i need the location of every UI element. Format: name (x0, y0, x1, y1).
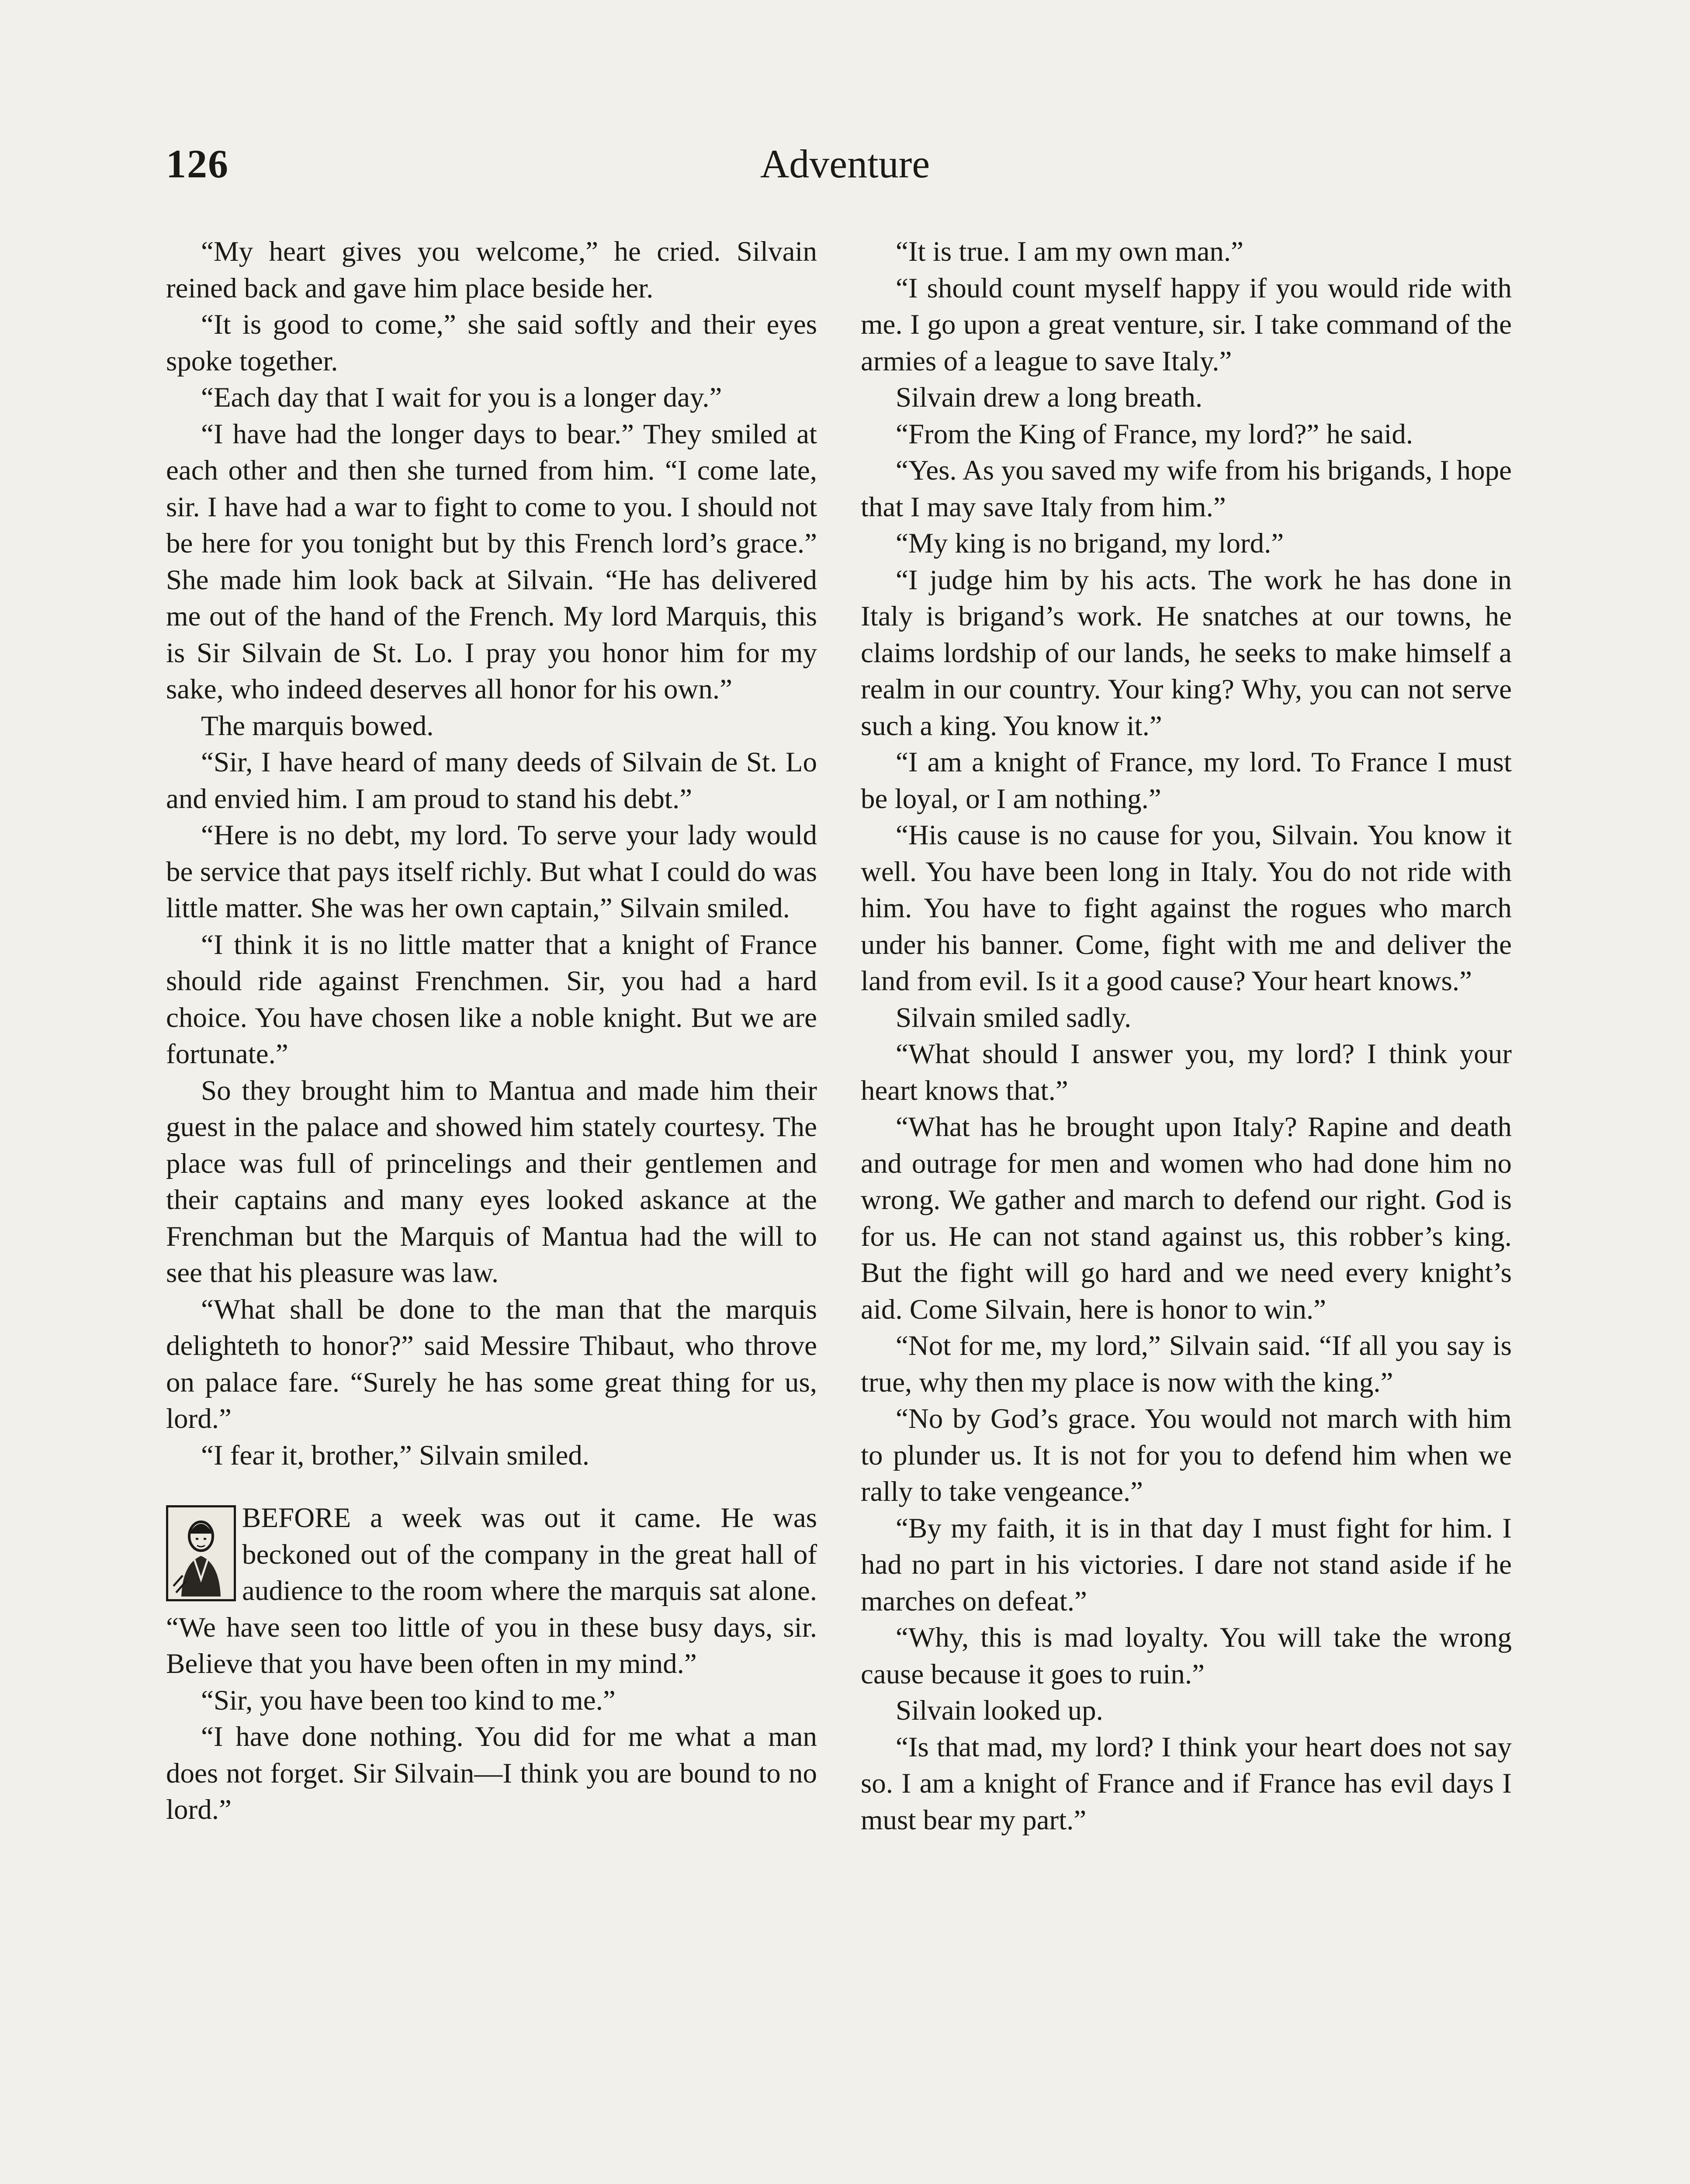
paragraph: “Sir, I have heard of many deeds of Silvain de St. Lo and envied him. I am proud to stand his debt.” (166, 746, 817, 815)
dropcap-portrait-icon (166, 1505, 236, 1601)
section-opening (166, 1500, 817, 1683)
paragraph: Silvain looked up. (896, 1695, 1103, 1726)
paragraph: “It is true. I am my own man.” (896, 236, 1244, 267)
running-title: Adventure (760, 142, 930, 186)
paragraph: “Sir, you have been too kind to me.” (201, 1684, 616, 1716)
paragraph: “My king is no brigand, my lord.” (896, 528, 1284, 559)
paragraph: “I should count myself happy if you would ride with me. I go upon a great venture, sir. I take command of the armies of a league to save Italy.” (861, 272, 1512, 377)
right-column (861, 234, 1512, 2184)
paragraph: “No by God’s grace. You would not march with him to plunder us. It is not for you to defend him when we rally to take vengeance.” (861, 1403, 1512, 1507)
paragraph: “I fear it, brother,” Silvain smiled. (201, 1439, 590, 1471)
paragraph: “It is good to come,” she said softly and their eyes spoke together. (166, 309, 817, 377)
paragraph: “Is that mad, my lord? I think your heart does not say so. I am a knight of France and if France has evil days I must bear my part.” (861, 1731, 1512, 1836)
left-column (166, 234, 817, 2184)
paragraph: “By my faith, it is in that day I must fight for him. I had no part in his victories. I dare not stand aside if he marches on defeat.” (861, 1512, 1512, 1617)
paragraph: “I judge him by his acts. The work he has done in Italy is brigand’s work. He snatches at our towns, he claims lordship of our lands, he seeks to make himself a realm in our country. Your king? Why, you can not serve such a king. You know it.” (861, 564, 1512, 742)
paragraph: “Why, this is mad loyalty. You will take the wrong cause because it goes to ruin.” (861, 1622, 1512, 1690)
paragraph: “What shall be done to the man that the marquis delighteth to honor?” said Messire Thibaut, who throve on palace fare. “Surely he has some great thing for us, lord.” (166, 1293, 817, 1434)
paragraph: “His cause is no cause for you, Silvain. You know it well. You have been long in Italy. You do not ride with him. You have to fight against the rogues who march under his banner. Come, fight with me and deliver the land from evil. Is it a good cause? Your heart knows.” (861, 819, 1512, 997)
paragraph: “Each day that I wait for you is a longer day.” (201, 382, 722, 413)
paragraph: “I think it is no little matter that a knight of France should ride against Frenchmen. Sir, you had a hard choice. You have chosen like a noble knight. But we are fortunate.” (166, 929, 817, 1070)
page-number: 126 (166, 142, 229, 186)
paragraph: “I have had the longer days to bear.” They smiled at each other and then she turned from him. “I come late, sir. I have had a war to fight to come to you. I should not be here for you tonight but by this French lord’s grace.” She made him look back at Silvain. “He has delivered me out of the hand of the French. My lord Marquis, this is Sir Silvain de St. Lo. I pray you honor him for my sake, who indeed deserves all honor for his own.” (166, 418, 817, 705)
paragraph: “My heart gives you welcome,” he cried. Silvain reined back and gave him place beside her. (166, 236, 817, 304)
paragraph: Silvain smiled sadly. (896, 1002, 1132, 1033)
paragraph: “I have done nothing. You did for me what a man does not forget. Sir Silvain—I think you are bound to no lord.” (166, 1721, 817, 1825)
paragraph: “From the King of France, my lord?” he said. (896, 418, 1413, 450)
paragraph: So they brought him to Mantua and made him their guest in the palace and showed him stately courtesy. The place was full of princelings and their gentlemen and their captains and many eyes looked askance at the Frenchman but the Marquis of Mantua had the will to see that his pleasure was law. (166, 1075, 817, 1289)
paragraph: “Here is no debt, my lord. To serve your lady would be service that pays itself richly. But what I could do was little matter. She was her own captain,” Silvain smiled. (166, 819, 817, 924)
paragraph: “What has he brought upon Italy? Rapine and death and outrage for men and women who had done him no wrong. We gather and march to defend our right. God is for us. He can not stand against us, this robber’s king. But the fight will go hard and we need every knight’s aid. Come Silvain, here is honor to win.” (861, 1111, 1512, 1325)
section-opening-text: BEFORE a week was out it came. He was beckoned out of the company in the great hall of audience to the room where the marquis sat alone. “We have seen too little of you in these busy days, sir. Believe that you have been often in my mind.” (166, 1502, 817, 1679)
paragraph: The marquis bowed. (201, 710, 434, 742)
paragraph: Silvain drew a long breath. (896, 382, 1203, 413)
paragraph: “I am a knight of France, my lord. To France I must be loyal, or I am nothing.” (861, 746, 1512, 815)
paragraph: “Not for me, my lord,” Silvain said. “If all you say is true, why then my place is now with the king.” (861, 1330, 1512, 1398)
paragraph: “Yes. As you saved my wife from his brigands, I hope that I may save Italy from him.” (861, 455, 1512, 523)
paragraph: “What should I answer you, my lord? I think your heart knows that.” (861, 1038, 1512, 1106)
